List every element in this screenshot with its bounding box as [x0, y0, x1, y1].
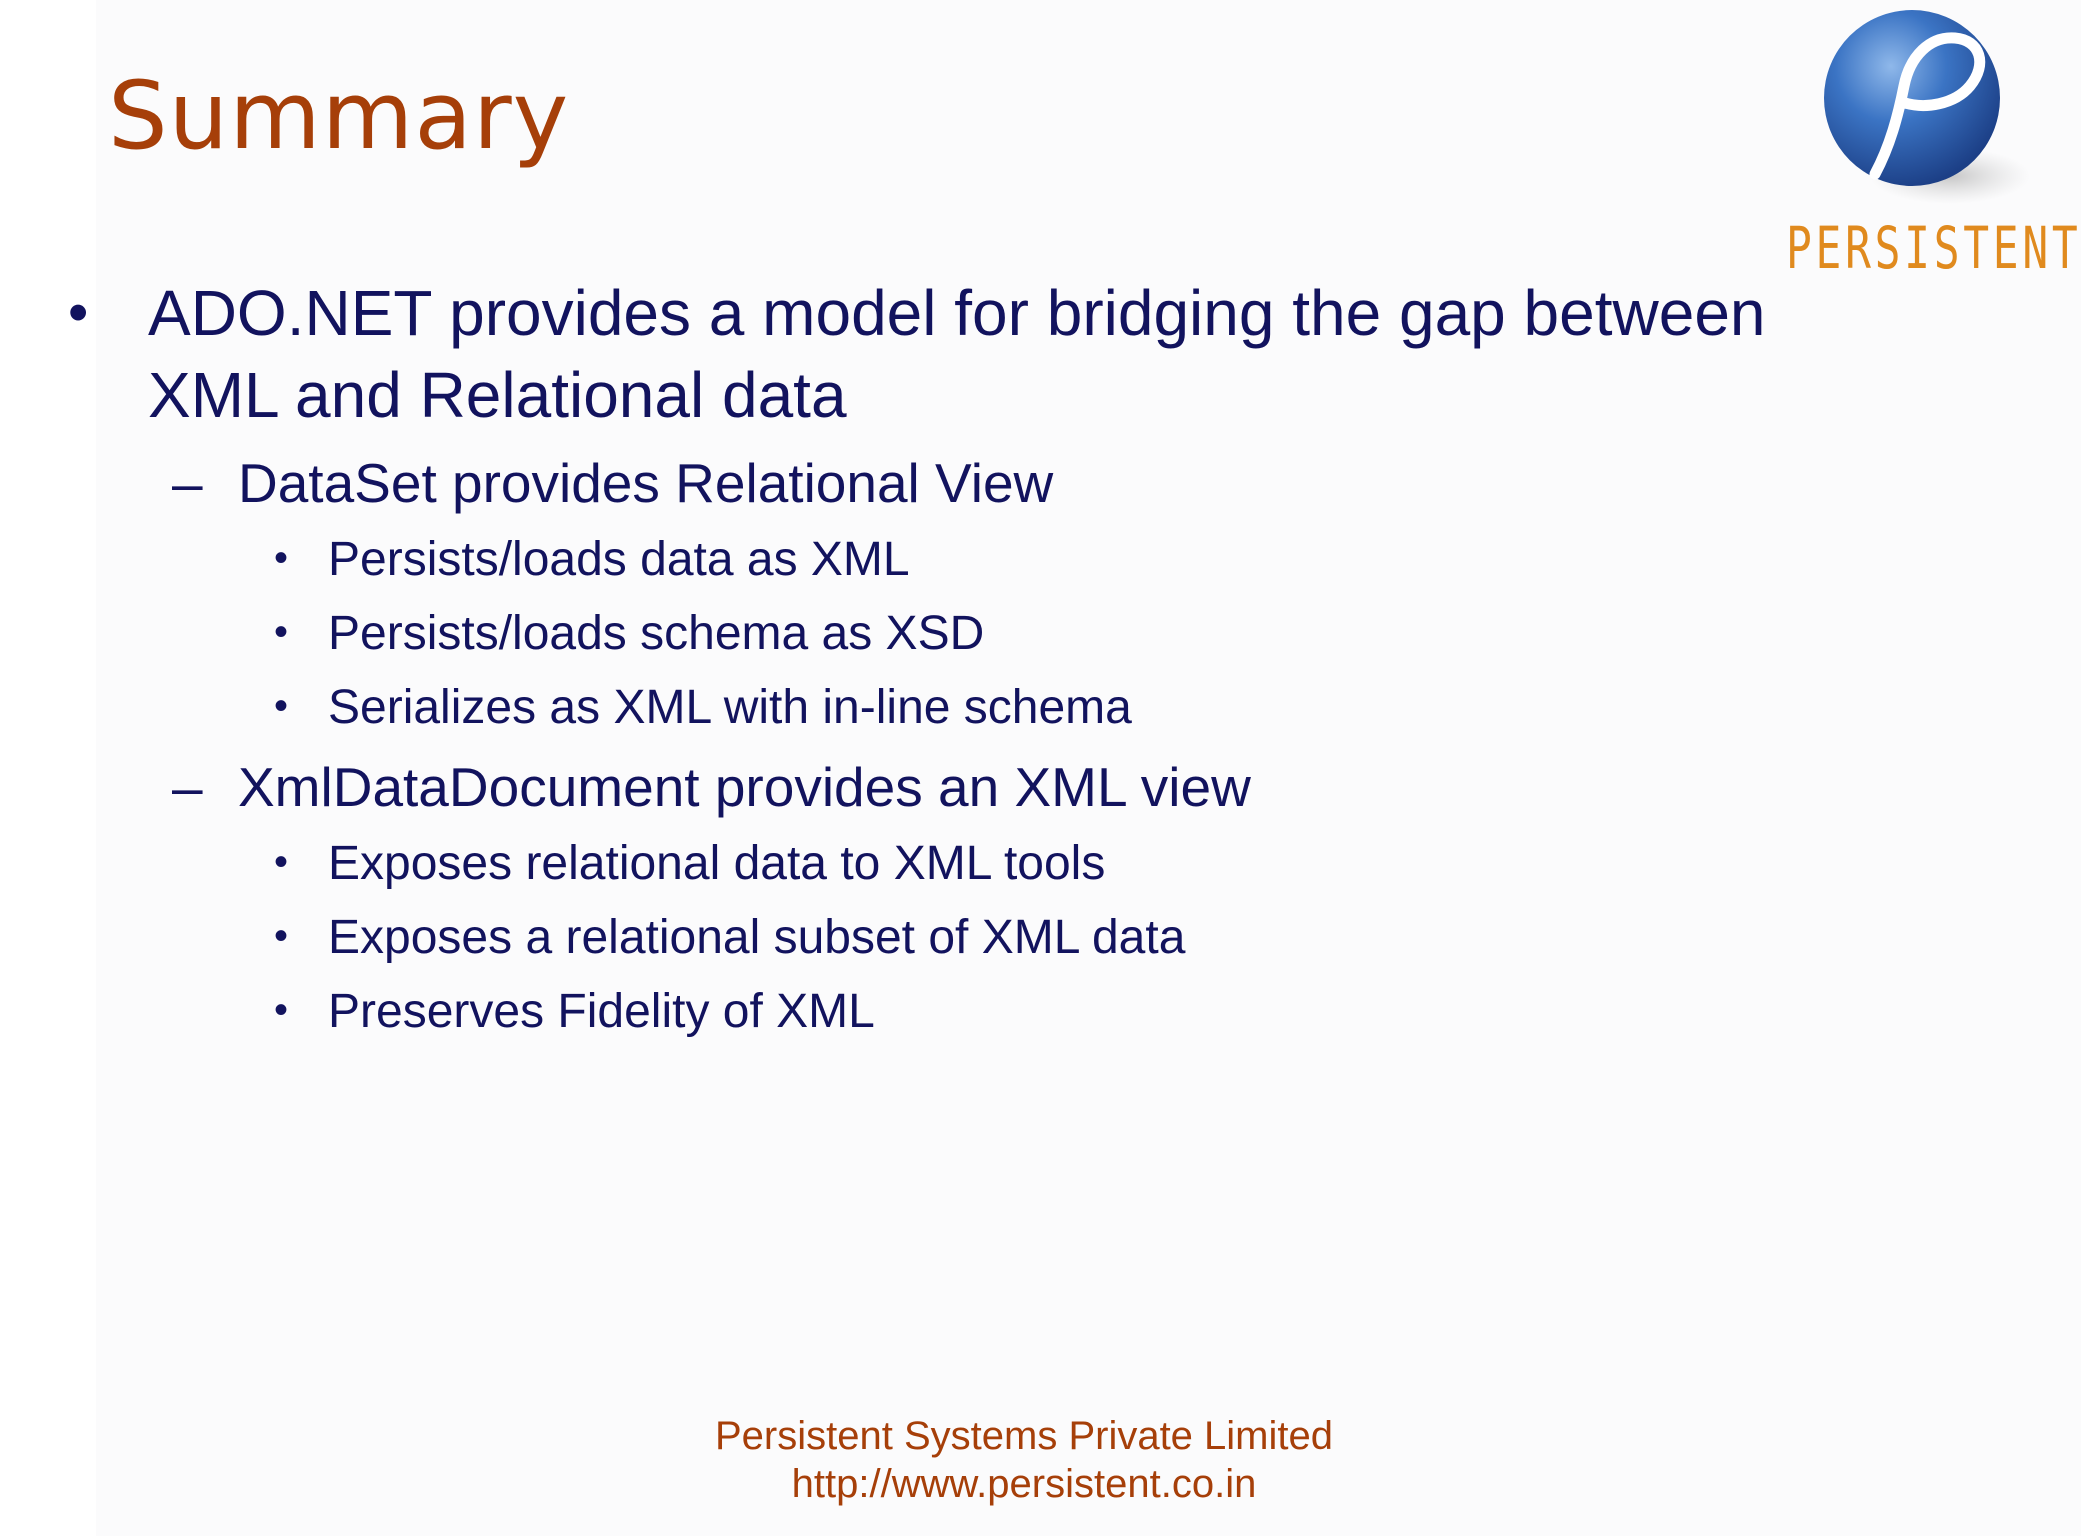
bullet-dot-icon: •: [274, 536, 289, 580]
list-item-text: Exposes relational data to XML tools: [328, 837, 1106, 890]
bullet-dot-icon: •: [274, 610, 289, 654]
bullet-dot-icon: •: [274, 840, 289, 884]
footer-company: Persistent Systems Private Limited: [715, 1414, 1333, 1458]
list-item-text: Exposes a relational subset of XML data: [328, 911, 1186, 964]
footer-url[interactable]: http://www.persistent.co.in: [791, 1462, 1257, 1506]
list-item-text: Persists/loads schema as XSD: [328, 607, 985, 660]
list-item-text: Serializes as XML with in-line schema: [328, 681, 1132, 734]
slide-margin-band: [0, 0, 96, 1536]
globe-logo-icon: [1820, 6, 2030, 216]
bullet-dot-icon: •: [68, 280, 89, 345]
slide-title: Summary: [108, 62, 570, 171]
persistent-logo: [1780, 6, 2081, 296]
bullet-text: ADO.NET provides a model for bridging the gap between XML and Relational data: [148, 277, 1766, 431]
list-item-text: Preserves Fidelity of XML: [328, 985, 875, 1038]
dash-icon: –: [172, 452, 203, 514]
bullet-dot-icon: •: [274, 684, 289, 728]
sub-bullet-text: XmlDataDocument provides an XML view: [238, 756, 1251, 818]
bullet-dot-icon: •: [274, 914, 289, 958]
bullet-dot-icon: •: [274, 988, 289, 1032]
sub-bullet-text: DataSet provides Relational View: [238, 452, 1054, 514]
list-item-text: Persists/loads data as XML: [328, 533, 910, 586]
dash-icon: –: [172, 756, 203, 818]
logo-wordmark: PERSISTENT: [1786, 214, 2081, 282]
